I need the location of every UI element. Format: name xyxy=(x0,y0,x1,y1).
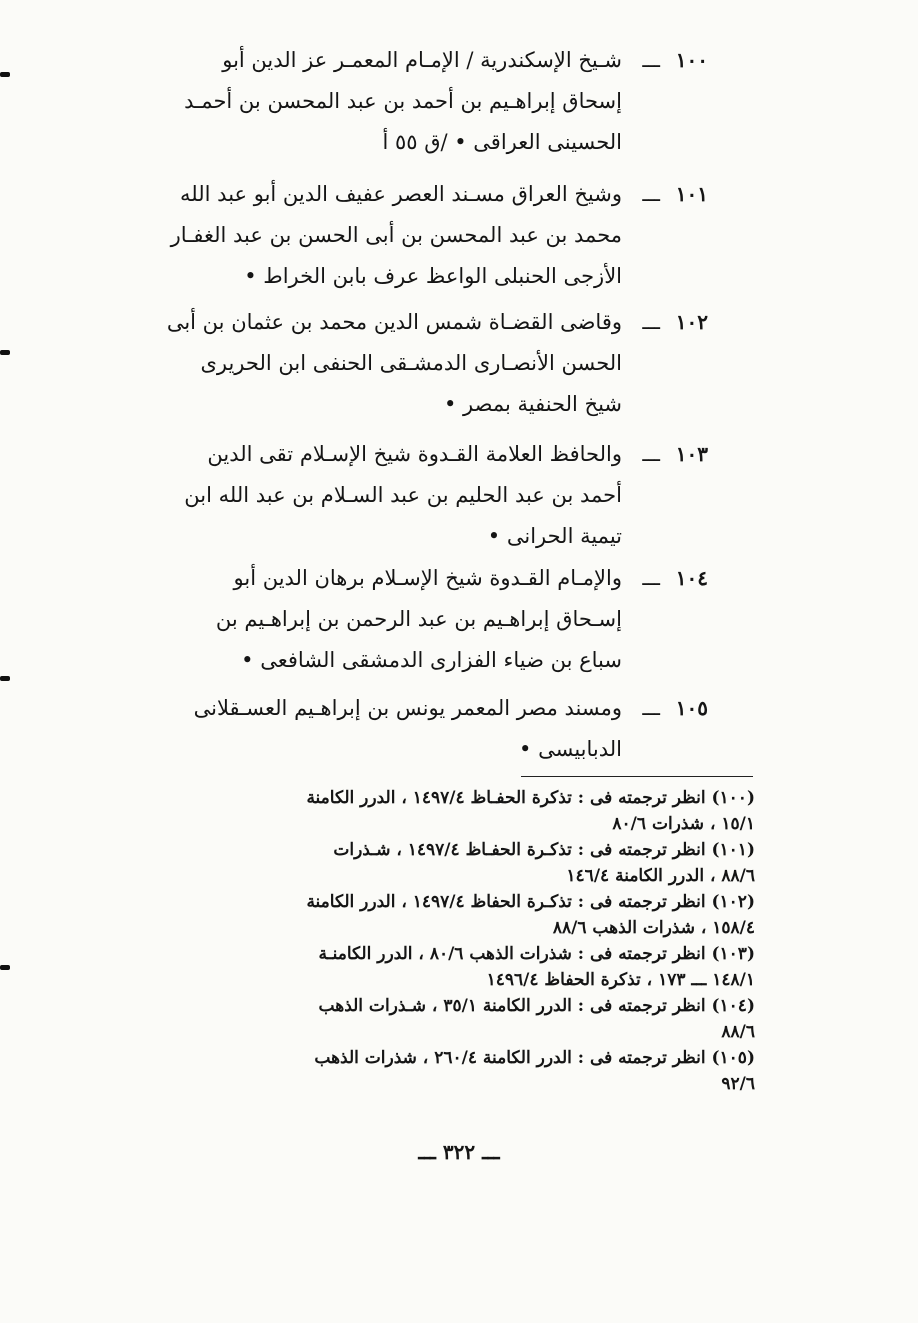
footnote-104 xyxy=(100,993,755,1045)
entry-line: والحافظ العلامة القـدوة شيخ الإسـلام تقى الدين xyxy=(207,442,622,466)
footnote-line: (١٠٥) انظر ترجمته فى : الدرر الكامنة ٢٦٠/٤ ، شذرات الذهب xyxy=(314,1048,755,1068)
entry-line: الأزجى الحنبلى الواعظ عرف بابن الخراط • xyxy=(244,264,622,288)
footnote-103 xyxy=(100,941,755,993)
entry-line: إسـحاق إبراهـيم بن عبد الرحمن بن إبراهـيم بن xyxy=(215,607,622,631)
footnote-line: (١٠٤) انظر ترجمته فى : الدرر الكامنة ٣٥/١ ، شـذرات الذهب xyxy=(318,996,755,1016)
entry-105 xyxy=(108,688,708,770)
entry-line: الحسن الأنصـارى الدمشـقى الحنفى ابن الحريرى xyxy=(200,351,622,375)
entry-text xyxy=(108,40,622,163)
entry-dash: ـــ xyxy=(642,48,660,72)
entry-number: ١٠٠ xyxy=(675,48,708,72)
footnote-line: (١٠٣) انظر ترجمته فى : شذرات الذهب ٨٠/٦ ، الدرر الكامنـة xyxy=(318,944,755,964)
entry-text xyxy=(108,434,622,557)
entry-number: ١٠٢ xyxy=(675,310,708,334)
entry-103 xyxy=(108,434,708,557)
footnote-101 xyxy=(100,837,755,889)
entry-line: محمد بن عبد المحسن بن أبى الحسن بن عبد الغفـار xyxy=(170,223,622,247)
footnote-line: ٨٨/٦ ، الدرر الكامنة ١٤٦/٤ xyxy=(566,866,755,886)
footnote-105 xyxy=(100,1045,755,1097)
entry-number: ١٠٤ xyxy=(675,566,708,590)
margin-mark xyxy=(0,72,10,77)
footnote-line: ١٥/١ ، شذرات ٨٠/٦ xyxy=(612,814,755,834)
entry-line: تيمية الحرانى • xyxy=(487,524,622,548)
entry-line: الدبابيسى • xyxy=(519,737,622,761)
entry-number: ١٠٥ xyxy=(675,696,708,720)
entry-101 xyxy=(108,174,708,297)
footnote-line: (١٠٠) انظر ترجمته فى : تذكرة الحفـاظ ١٤٩٧/٤ ، الدرر الكامنة xyxy=(306,788,755,808)
entry-text xyxy=(108,302,622,425)
entry-line: وشيخ العراق مسـند العصر عفيف الدين أبو عبد الله xyxy=(180,182,622,206)
entry-number: ١٠٣ xyxy=(675,442,708,466)
footnote-line: ٩٢/٦ xyxy=(721,1074,755,1094)
entry-dash: ـــ xyxy=(642,696,660,720)
entry-line: الحسينى العراقى • /ق ٥٥ أ xyxy=(382,130,622,154)
entry-dash: ـــ xyxy=(642,442,660,466)
footnote-102 xyxy=(100,889,755,941)
footnotes xyxy=(100,785,755,1097)
entry-line: ومسند مصر المعمر يونس بن إبراهـيم العسـقلانى xyxy=(193,696,622,720)
entry-dash: ـــ xyxy=(642,566,660,590)
footnote-line: (١٠١) انظر ترجمته فى : تذكـرة الحفـاظ ١٤٩٧/٤ ، شـذرات xyxy=(333,840,755,860)
entry-line: شـيخ الإسكندرية / الإمـام المعمـر عز الدين أبو xyxy=(222,48,622,72)
entry-number: ١٠١ xyxy=(675,182,708,206)
entry-line: إسحاق إبراهـيم بن أحمد بن عبد المحسن بن أحمـد xyxy=(184,89,622,113)
entry-text xyxy=(108,688,622,770)
entry-line: وقاضى القضـاة شمس الدين محمد بن عثمان بن أبى xyxy=(166,310,622,334)
margin-mark xyxy=(0,965,10,970)
entry-line: أحمد بن عبد الحليم بن عبد السـلام بن عبد الله ابن xyxy=(184,483,622,507)
entry-line: شيخ الحنفية بمصر • xyxy=(443,392,622,416)
footnote-line: ٨٨/٦ xyxy=(721,1022,755,1042)
entry-102 xyxy=(108,302,708,425)
entry-line: والإمـام القـدوة شيخ الإسـلام برهان الدين أبو xyxy=(233,566,622,590)
footnote-line: (١٠٢) انظر ترجمته فى : تذكـرة الحفاظ ١٤٩٧/٤ ، الدرر الكامنة xyxy=(306,892,755,912)
entry-text xyxy=(108,558,622,681)
margin-mark xyxy=(0,350,10,355)
entry-dash: ـــ xyxy=(642,182,660,206)
footnote-line: ١٥٨/٤ ، شذرات الذهب ٨٨/٦ xyxy=(552,918,755,938)
entry-104 xyxy=(108,558,708,681)
entry-text xyxy=(108,174,622,297)
margin-mark xyxy=(0,676,10,681)
page-number: ـــ ٣٢٢ ـــ xyxy=(418,1140,500,1164)
entry-100 xyxy=(108,40,708,163)
footnote-line: ١٤٨/١ ـــ ١٧٣ ، تذكرة الحفاظ ١٤٩٦/٤ xyxy=(486,970,755,990)
entry-line: سباع بن ضياء الفزارى الدمشقى الشافعى • xyxy=(241,648,622,672)
entry-dash: ـــ xyxy=(642,310,660,334)
footnote-separator xyxy=(521,776,753,777)
footnote-100 xyxy=(100,785,755,837)
